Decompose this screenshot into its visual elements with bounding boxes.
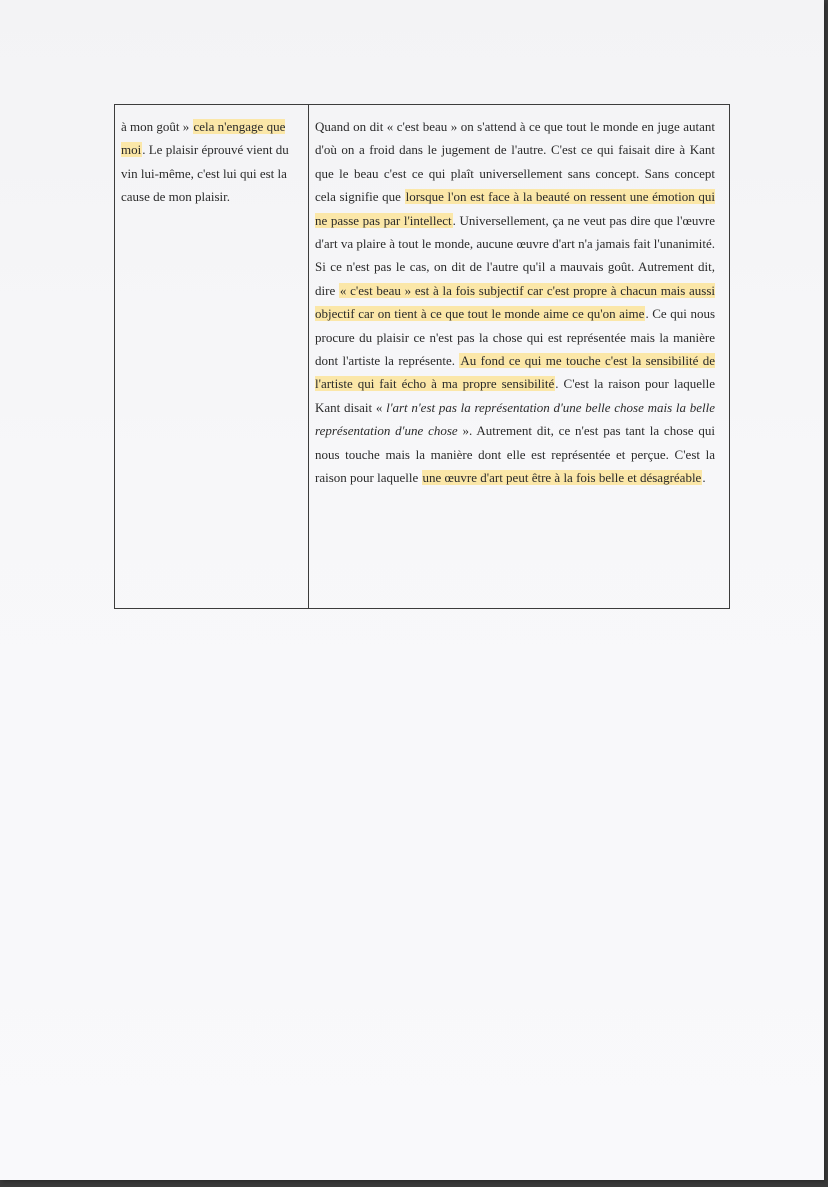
right-cell-text	[315, 115, 715, 490]
text-segment: . Ce qui nous procure du plaisir ce n'est pas la chose qui est représentée mais la manière dont l'artiste la représente.	[315, 306, 715, 369]
text-segment: à mon goût »	[121, 119, 193, 134]
text-segment: . C'est la raison pour laquelle Kant disait «	[315, 376, 715, 415]
highlighted-segment: Au fond ce qui me touche c'est la sensibilité de l'artiste qui fait écho à ma propre sensibilité	[315, 353, 716, 392]
text-segment: . Universellement, ça ne veut pas dire que l'œuvre d'art va plaire à tout le monde, aucune œuvre d'art n'a jamais fait l'unanimité. Si ce n'est pas le cas, on dit de l'autre qu'il a mauvais goût. Autrement dit, dire	[315, 212, 715, 298]
text-segment: .	[702, 470, 706, 486]
highlighted-segment: lorsque l'on est face à la beauté on ressent une émotion qui ne passe pas par l'intellect	[315, 189, 716, 228]
notes-table	[114, 104, 730, 609]
highlighted-segment: une œuvre d'art peut être à la fois belle et désagréable	[422, 470, 702, 486]
highlighted-segment: « c'est beau » est à la fois subjectif car c'est propre à chacun mais aussi objectif car on tient à ce que tout le monde aime ce qu'on aime	[315, 282, 715, 322]
text-segment: ». Autrement dit, ce n'est pas tant la chose qui nous touche mais la manière dont elle est représentée et perçue. C'est la raison pour laquelle	[315, 423, 715, 486]
left-cell-text	[121, 115, 304, 209]
text-segment: Quand on dit « c'est beau » on s'attend à ce que tout le monde en juge autant d'où on a froid dans le jugement de l'autre. C'est ce qui faisait dire à Kant que le beau c'est ce qui plaît universellement sans concept. Sans concept cela signifie que	[315, 119, 715, 205]
kant-quote: l'art n'est pas la représentation d'une belle chose mais la belle représentation d'une chose	[315, 399, 715, 439]
text-segment: . Le plaisir éprouvé vient du vin lui-même, c'est lui qui est la cause de mon plaisir.	[121, 142, 289, 205]
left-cell	[115, 105, 309, 608]
right-cell	[309, 105, 729, 608]
highlighted-segment: cela n'engage que moi	[121, 119, 286, 158]
